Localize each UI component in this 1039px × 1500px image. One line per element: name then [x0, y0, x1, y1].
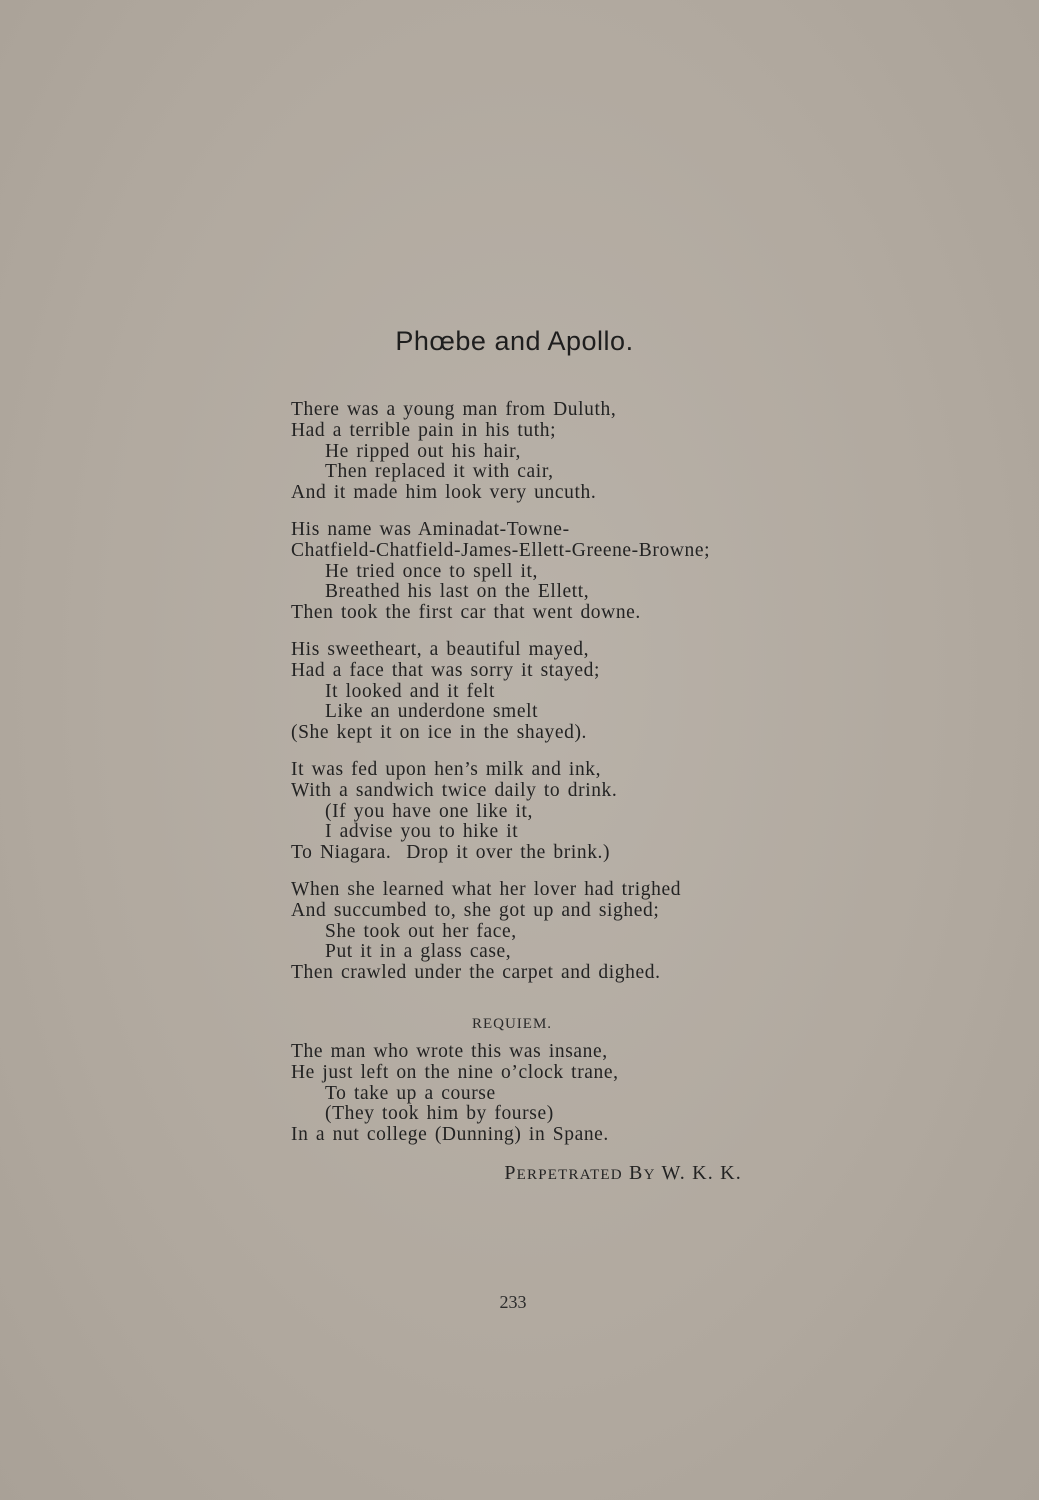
poem-body	[291, 400, 851, 1000]
stanza	[291, 760, 851, 864]
poem-line: He tried once to spell it,	[325, 560, 538, 582]
poem-line: To take up a course	[325, 1082, 496, 1104]
poem-line: He ripped out his hair,	[325, 440, 521, 462]
poem-line: There was a young man from Duluth,	[291, 399, 617, 420]
poem-line: I advise you to hike it	[325, 821, 519, 843]
poem-line: Chatfield-Chatfield-James-Ellett-Greene-Browne;	[291, 539, 711, 561]
stanza	[291, 880, 851, 984]
signature-initials: W. K. K.	[661, 1162, 742, 1184]
author-signature	[504, 1162, 742, 1185]
poem-title: Phœbe and Apollo.	[395, 326, 634, 356]
poem-line: It was fed upon hen’s milk and ink,	[291, 758, 602, 780]
signature-prefix-initial: P	[504, 1162, 517, 1184]
poem-line: (If you have one like it,	[325, 800, 534, 822]
poem-line: (They took him by fourse)	[325, 1103, 554, 1125]
poem-line: The man who wrote this was insane,	[291, 1041, 608, 1062]
signature-by-initial: B	[629, 1162, 644, 1184]
poem-line: Like an underdone smelt	[325, 701, 539, 723]
page-number: 233	[499, 1292, 527, 1312]
poem-line: Put it in a glass case,	[325, 941, 512, 963]
poem-line: Had a face that was sorry it stayed;	[291, 659, 601, 681]
poem-line: And it made him look very uncuth.	[291, 482, 597, 504]
poem-line: Then crawled under the carpet and dighed.	[291, 962, 661, 984]
signature-prefix-rest: ERPETRATED	[516, 1167, 623, 1183]
poem-line: To Niagara. Drop it over the brink.)	[291, 842, 611, 864]
poem-line: He just left on the nine o’clock trane,	[291, 1061, 619, 1083]
poem-line: When she learned what her lover had trighed	[291, 878, 682, 900]
stanza	[291, 400, 851, 504]
poem-line: Breathed his last on the Ellett,	[325, 581, 590, 603]
signature-by-rest: Y	[643, 1167, 656, 1183]
stanza	[291, 520, 851, 624]
poem-line: His sweetheart, a beautiful mayed,	[291, 638, 590, 660]
poem-line: And succumbed to, she got up and sighed;	[291, 899, 660, 921]
poem-line: Had a terrible pain in his tuth;	[291, 419, 557, 441]
requiem-heading: REQUIEM.	[471, 1016, 553, 1032]
poem-line: His name was Aminadat-Towne-	[291, 518, 570, 540]
stanza	[291, 640, 851, 744]
poem-line: Then replaced it with cair,	[325, 461, 554, 483]
poem-line: In a nut college (Dunning) in Spane.	[291, 1124, 609, 1146]
poem-line: (She kept it on ice in the shayed).	[291, 722, 588, 744]
requiem-stanza	[291, 1042, 619, 1146]
poem-line: Then took the first car that went downe.	[291, 602, 641, 624]
poem-line: It looked and it felt	[325, 680, 496, 702]
poem-line: She took out her face,	[325, 920, 517, 942]
poem-line: With a sandwich twice daily to drink.	[291, 779, 618, 801]
